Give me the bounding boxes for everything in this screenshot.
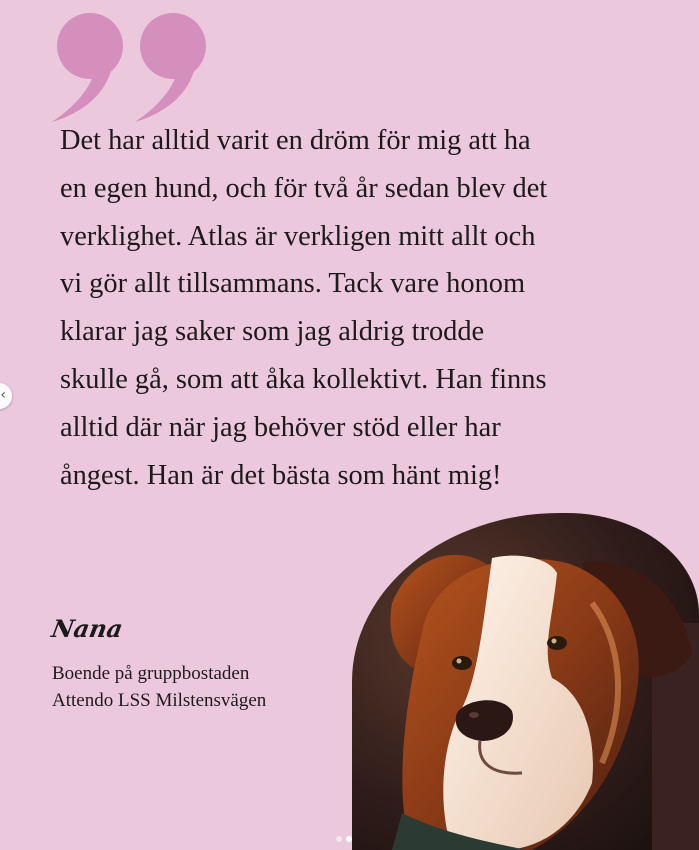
quote-line: verklighet. Atlas är verkligen mitt allt och — [60, 220, 536, 252]
chevron-left-icon: ‹ — [0, 387, 6, 403]
dog-photo — [352, 513, 699, 850]
quote-line: Det har alltid varit en dröm för mig att ha — [60, 125, 531, 156]
carousel-dot[interactable] — [336, 836, 342, 842]
author-role-line: Attendo LSS Milstensvägen — [52, 690, 267, 711]
author-role-line: Boende på gruppbostaden — [52, 663, 250, 684]
author-name: Nana — [49, 614, 126, 643]
quote-line: skulle gå, som att åka kollektivt. Han finns — [60, 363, 547, 395]
carousel-dot-active[interactable] — [346, 836, 352, 842]
quote-line: en egen hund, och för två år sedan blev det — [60, 172, 548, 204]
quote-line: ångest. Han är det bästa som hänt mig! — [60, 459, 502, 491]
quote-line: vi gör allt tillsammans. Tack vare honom — [60, 268, 526, 300]
carousel-prev-button[interactable] — [0, 383, 12, 409]
carousel-dots — [336, 836, 352, 842]
quote-line: klarar jag saker som jag aldrig trodde — [60, 316, 485, 348]
author-role — [52, 660, 266, 714]
quote-text — [60, 117, 650, 499]
quote-mark-icon — [50, 8, 210, 123]
quote-line: alltid där när jag behöver stöd eller har — [60, 411, 501, 443]
